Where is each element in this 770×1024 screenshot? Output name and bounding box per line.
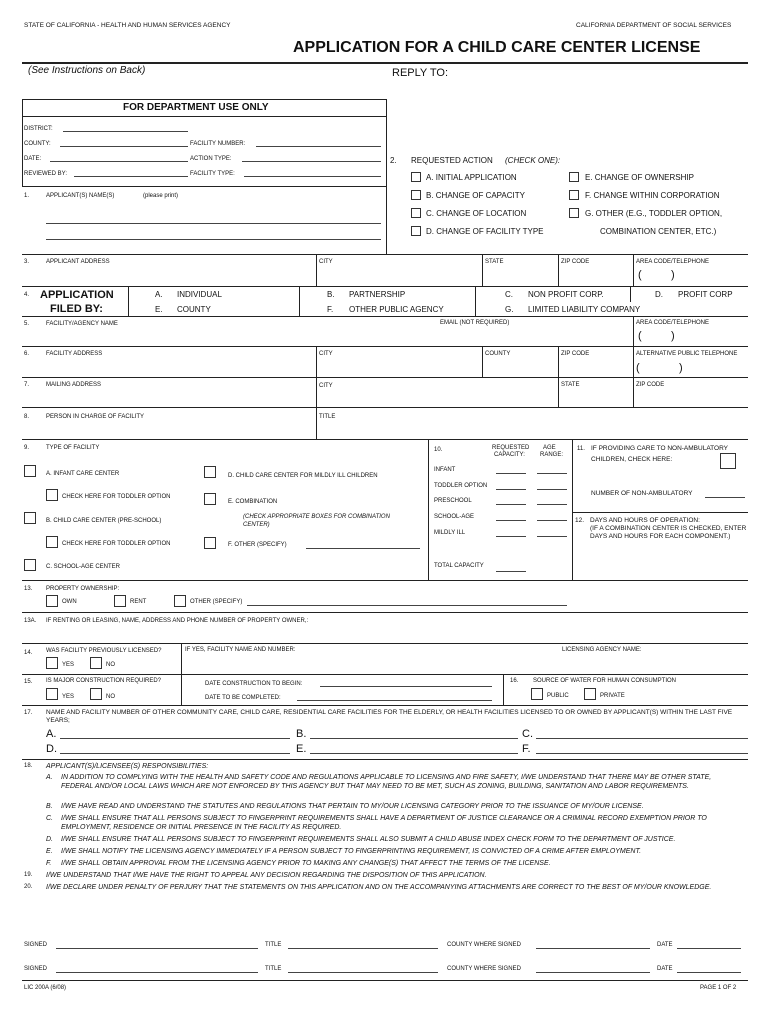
- cap-infant-field[interactable]: [496, 473, 526, 474]
- county-field[interactable]: [60, 146, 188, 147]
- reviewed-by-field[interactable]: [74, 176, 188, 177]
- non-ambulatory-checkbox[interactable]: [720, 453, 736, 469]
- range-label: RANGE:: [540, 452, 564, 458]
- resp-d-letter: D.: [46, 836, 53, 843]
- other-facility-b-field[interactable]: [310, 738, 518, 739]
- person-title-label[interactable]: TITLE: [319, 414, 336, 420]
- s20-number: 20.: [24, 884, 33, 890]
- requested-label: REQUESTED: [492, 445, 530, 451]
- age-mildly-ill-field[interactable]: [537, 536, 567, 537]
- applicant-name-hint: (please print): [143, 193, 179, 199]
- mailing-zip-label[interactable]: ZIP CODE: [636, 382, 665, 388]
- s13-number: 13.: [24, 586, 33, 592]
- resp-a-letter: A.: [46, 774, 53, 781]
- county-signed-label-1: COUNTY WHERE SIGNED: [447, 942, 521, 948]
- other-ownership-label: OTHER (SPECIFY): [190, 599, 243, 605]
- water-public-label: PUBLIC: [547, 693, 569, 699]
- change-corporation-label: F. CHANGE WITHIN CORPORATION: [585, 191, 720, 200]
- mailing-city-label[interactable]: CITY: [319, 383, 333, 389]
- total-capacity-field[interactable]: [496, 571, 526, 572]
- non-ambulatory-line-1: IF PROVIDING CARE TO NON-AMBULATORY: [591, 445, 729, 452]
- days-hours-line-3: DAYS AND HOURS FOR EACH COMPONENT.): [590, 533, 731, 540]
- s19-number: 19.: [24, 872, 33, 878]
- resp-e-text: I/WE SHALL NOTIFY THE LICENSING AGENCY IMMEDIATELY IF A PERSON SUBJECT TO FINGERPRINTING REQUIREMENT, IS CONVICTED OF A CRIME AFTER EMPLOYMENT.: [61, 848, 642, 855]
- water-source-label: SOURCE OF WATER FOR HUMAN CONSUMPTION: [533, 678, 676, 684]
- action-type-field[interactable]: [242, 161, 381, 162]
- non-ambulatory-line-2: CHILDREN, CHECK HERE:: [591, 456, 673, 463]
- cap-preschool-field[interactable]: [496, 504, 526, 505]
- change-ownership-checkbox[interactable]: [569, 172, 579, 182]
- other-facility-d-field[interactable]: [60, 753, 290, 754]
- other-facility-f-letter: F.: [522, 743, 531, 755]
- alt-phone-paren-close: ): [679, 362, 683, 374]
- date-field-1[interactable]: [677, 948, 741, 949]
- mildly-ill-checkbox[interactable]: [204, 466, 216, 478]
- county-signed-field-2[interactable]: [536, 972, 650, 973]
- toddler-option-1-checkbox[interactable]: [46, 489, 58, 501]
- resp-c-letter: C.: [46, 815, 53, 822]
- filed-by-nonprofit-letter: C.: [505, 290, 513, 299]
- prev-licensed-no-checkbox[interactable]: [90, 657, 102, 669]
- signed-label-1: SIGNED: [24, 942, 48, 948]
- district-label: DISTRICT:: [24, 126, 53, 132]
- applicant-zip-label[interactable]: ZIP CODE: [561, 259, 590, 265]
- applicant-phone-paren-open: (: [638, 269, 642, 281]
- change-ownership-label: E. CHANGE OF OWNERSHIP: [585, 173, 694, 182]
- title-rule: [22, 62, 748, 64]
- s8-number: 8.: [24, 414, 30, 420]
- resp-a-text: IN ADDITION TO COMPLYING WITH THE HEALTH AND SAFETY CODE AND REGULATIONS APPLICABLE TO LICENSING AND FIRE SAFETY, I/WE UNDERSTAND THAT THERE MAY BE OTHER STATE, FEDERAL AND/OR LOCAL LAWS WHICH ARE NOT ENFORCED BY THIS AGENCY BUT THAT MAY NEED TO BE MET, SUCH AS ZONING, BUILDING, SANITATION AND LABOR REQUIREMENTS.: [61, 774, 712, 790]
- prev-licensed-no-label: NO: [106, 662, 115, 668]
- facility-zip-label[interactable]: ZIP CODE: [561, 351, 590, 357]
- applicant-name-line-1[interactable]: [46, 223, 381, 224]
- other-action-label: G. OTHER (E.G., TODDLER OPTION,: [585, 209, 723, 218]
- change-location-checkbox[interactable]: [411, 208, 421, 218]
- filed-by-individual[interactable]: INDIVIDUAL: [177, 290, 222, 299]
- date-field-2[interactable]: [677, 972, 741, 973]
- applicant-city-label[interactable]: CITY: [319, 259, 333, 265]
- age-school-age-field[interactable]: [537, 520, 567, 521]
- filed-by-llc[interactable]: LIMITED LIABILITY COMPANY: [528, 305, 641, 314]
- applicant-name-label: APPLICANT(S) NAME(S): [46, 193, 115, 199]
- cap-school-age-field[interactable]: [496, 520, 526, 521]
- other-facility-label: F. OTHER (SPECIFY): [228, 542, 287, 548]
- s1-number: 1.: [24, 193, 30, 199]
- facility-phone-label[interactable]: AREA CODE/TELEPHONE: [636, 320, 710, 326]
- resp-f-letter: F.: [46, 860, 52, 867]
- other-ownership-checkbox[interactable]: [174, 595, 186, 607]
- county-label: COUNTY:: [24, 141, 51, 147]
- rent-checkbox[interactable]: [114, 595, 126, 607]
- filed-by-title-2: FILED BY:: [50, 303, 103, 315]
- previously-licensed-label: WAS FACILITY PREVIOUSLY LICENSED?: [46, 648, 162, 654]
- licensing-agency-label[interactable]: LICENSING AGENCY NAME:: [562, 647, 642, 653]
- toddler-option-2-checkbox[interactable]: [46, 536, 58, 548]
- signature-field-2[interactable]: [56, 972, 258, 973]
- s5-number: 5.: [24, 321, 30, 327]
- construction-no-checkbox[interactable]: [90, 688, 102, 700]
- cap-row-preschool: PRESCHOOL: [434, 498, 472, 504]
- applicant-address-label[interactable]: APPLICANT ADDRESS: [46, 259, 110, 265]
- instructions-note: (See Instructions on Back): [28, 65, 146, 76]
- other-action-label-2: COMBINATION CENTER, ETC.): [600, 227, 717, 236]
- email-label[interactable]: EMAIL (NOT REQUIRED): [440, 320, 510, 326]
- other-facility-e-letter: E.: [296, 743, 307, 755]
- s14-number: 14.: [24, 650, 33, 656]
- age-label: AGE: [543, 445, 556, 451]
- other-facility-b-letter: B.: [296, 728, 307, 740]
- applicant-state-label[interactable]: STATE: [485, 259, 504, 265]
- other-facility-d-letter: D.: [46, 743, 57, 755]
- person-in-charge-label[interactable]: PERSON IN CHARGE OF FACILITY: [46, 414, 145, 420]
- title-label-2: TITLE: [265, 966, 282, 972]
- change-facility-type-label: D. CHANGE OF FACILITY TYPE: [426, 227, 544, 236]
- infant-care-label: A. INFANT CARE CENTER: [46, 471, 120, 477]
- s17-number: 17.: [24, 710, 33, 716]
- s3-number: 3.: [24, 259, 30, 265]
- school-age-checkbox[interactable]: [24, 559, 36, 571]
- applicant-name-line-2[interactable]: [46, 239, 381, 240]
- resp-e-letter: E.: [46, 848, 53, 855]
- county-signed-label-2: COUNTY WHERE SIGNED: [447, 966, 521, 972]
- facility-county-label[interactable]: COUNTY: [485, 351, 511, 357]
- filed-by-profit[interactable]: PROFIT CORP: [678, 290, 733, 299]
- age-toddler-field[interactable]: [537, 489, 567, 490]
- requested-action-hint: (CHECK ONE):: [505, 156, 561, 165]
- action-type-label: ACTION TYPE:: [190, 156, 232, 162]
- change-location-label: C. CHANGE OF LOCATION: [426, 209, 527, 218]
- resp-d-text: I/WE SHALL ENSURE THAT ALL PERSONS SUBJECT TO FINGERPRINT REQUIREMENTS SHALL ALSO SUBMIT A CHILD ABUSE INDEX CHECK FORM TO THE DEPARTMENT OF JUSTICE.: [61, 836, 676, 843]
- other-facility-checkbox[interactable]: [204, 537, 216, 549]
- signed-label-2: SIGNED: [24, 966, 48, 972]
- construction-begin-label: DATE CONSTRUCTION TO BEGIN:: [205, 681, 303, 687]
- water-private-label: PRIVATE: [600, 693, 625, 699]
- other-ownership-field[interactable]: [247, 605, 567, 606]
- s13a-number: 13A.: [24, 618, 37, 624]
- mailing-address-label[interactable]: MAILING ADDRESS: [46, 382, 102, 388]
- cap-toddler-field[interactable]: [496, 489, 526, 490]
- rent-label: RENT: [130, 599, 147, 605]
- construction-yes-checkbox[interactable]: [46, 688, 58, 700]
- capacity-label: CAPACITY:: [494, 452, 525, 458]
- signer-title-field-2[interactable]: [288, 972, 438, 973]
- combination-hint: (CHECK APPROPRIATE BOXES FOR COMBINATION CENTER): [243, 514, 390, 528]
- resp-b-text: I/WE HAVE READ AND UNDERSTAND THE STATUTES AND REGULATIONS THAT PERTAIN TO MY/OUR LICENSING CATEGORY PRIOR TO THE ISSUANCE OF MY/OUR LICENSE.: [61, 803, 644, 810]
- cap-row-infant: INFANT: [434, 467, 456, 473]
- resp-f-text: I/WE SHALL OBTAIN APPROVAL FROM THE LICENSING AGENCY PRIOR TO MAKING ANY CHANGE(S) THAT AFFECT THE TERMS OF THE LICENSE.: [61, 860, 551, 867]
- s18-number: 18.: [24, 763, 33, 769]
- s12-number: 12.: [575, 517, 585, 524]
- cap-row-mildly-ill: MILDLY ILL: [434, 530, 466, 536]
- resp-c-text: I/WE SHALL ENSURE THAT ALL PERSONS SUBJECT TO FINGERPRINT REQUIREMENTS SHALL HAVE A DEPARTMENT OF JUSTICE CLEARANCE OR A CRIMINAL RECORD EXEMPTION PRIOR TO EMPLOYMENT, RESIDENCE OR INITIAL PRESENCE IN THE FACILITY AS REQUIRED.: [61, 815, 707, 831]
- applicant-phone-paren-close: ): [671, 269, 675, 281]
- s7-number: 7.: [24, 382, 30, 388]
- other-facility-field[interactable]: [306, 548, 420, 549]
- other-facilities-label: NAME AND FACILITY NUMBER OF OTHER COMMUNITY CARE, CHILD CARE, RESIDENTIAL CARE FACILITIES FOR THE ELDERLY, OR HEALTH FACILITIES LICENSED TO OR OWNED BY APPLICANT(S) WITHIN THE LAST FIVE YEARS;: [46, 709, 733, 724]
- page-number: PAGE 1 OF 2: [700, 985, 737, 991]
- other-facility-a-field[interactable]: [60, 738, 290, 739]
- prev-licensed-yes-checkbox[interactable]: [46, 657, 58, 669]
- total-capacity-label: TOTAL CAPACITY: [434, 563, 484, 569]
- construction-label: IS MAJOR CONSTRUCTION REQUIRED?: [46, 678, 162, 684]
- responsibilities-title: APPLICANT(S)/LICENSEE(S) RESPONSIBILITIES:: [46, 763, 209, 770]
- s16-number: 16.: [510, 678, 519, 684]
- type-of-facility-label: TYPE OF FACILITY: [46, 445, 100, 451]
- facility-type-label: FACILITY TYPE:: [190, 171, 235, 177]
- form-id: LIC 200A (6/08): [24, 985, 67, 991]
- property-owner-label[interactable]: IF RENTING OR LEASING, NAME, ADDRESS AND PHONE NUMBER OF PROPERTY OWNER,:: [46, 618, 309, 624]
- other-facility-f-field[interactable]: [536, 753, 748, 754]
- non-ambulatory-count-field[interactable]: [705, 497, 745, 498]
- days-hours-line-1: DAYS AND HOURS OF OPERATION:: [590, 517, 700, 524]
- filed-by-title-1: APPLICATION: [40, 289, 114, 301]
- initial-application-label: A. INITIAL APPLICATION: [426, 173, 517, 182]
- mildly-ill-label: D. CHILD CARE CENTER FOR MILDLY ILL CHILDREN: [228, 473, 378, 479]
- resp-b-letter: B.: [46, 803, 53, 810]
- change-capacity-label: B. CHANGE OF CAPACITY: [426, 191, 525, 200]
- combination-label: E. COMBINATION: [228, 499, 278, 505]
- signature-field-1[interactable]: [56, 948, 258, 949]
- facility-address-label[interactable]: FACILITY ADDRESS: [46, 351, 103, 357]
- age-infant-field[interactable]: [537, 473, 567, 474]
- agency-left: STATE OF CALIFORNIA - HEALTH AND HUMAN SERVICES AGENCY: [24, 22, 231, 29]
- non-ambulatory-count-label: NUMBER OF NON-AMBULATORY: [591, 490, 693, 497]
- construction-complete-label: DATE TO BE COMPLETED:: [205, 695, 281, 701]
- s10-number: 10.: [434, 447, 443, 453]
- filed-by-public-agency-letter: F.: [327, 305, 334, 314]
- construction-yes-label: YES: [62, 694, 75, 700]
- date-label-1: DATE: [657, 942, 673, 948]
- facility-phone-paren-close: ): [671, 330, 675, 342]
- water-private-checkbox[interactable]: [584, 688, 596, 700]
- change-facility-type-checkbox[interactable]: [411, 226, 421, 236]
- child-care-preschool-label: B. CHILD CARE CENTER (PRE-SCHOOL): [46, 518, 162, 524]
- date-label: DATE:: [24, 156, 42, 162]
- school-age-label: C. SCHOOL-AGE CENTER: [46, 564, 121, 570]
- filed-by-public-agency[interactable]: OTHER PUBLIC AGENCY: [349, 305, 444, 314]
- appeal-statement: I/WE UNDERSTAND THAT I/WE HAVE THE RIGHT TO APPEAL ANY DECISION REGARDING THE DISPOSITION OF THIS APPLICATION.: [46, 872, 487, 879]
- filed-by-individual-letter: A.: [155, 290, 163, 299]
- infant-care-checkbox[interactable]: [24, 465, 36, 477]
- construction-no-label: NO: [106, 694, 115, 700]
- filed-by-county-letter: E.: [155, 305, 163, 314]
- mailing-state-label[interactable]: STATE: [561, 382, 580, 388]
- cap-row-toddler: TODDLER OPTION: [434, 483, 488, 489]
- filed-by-partnership-letter: B.: [327, 290, 335, 299]
- reply-to-label: REPLY TO:: [392, 67, 449, 79]
- filed-by-nonprofit[interactable]: NON PROFIT CORP.: [528, 290, 604, 299]
- own-checkbox[interactable]: [46, 595, 58, 607]
- filed-by-partnership[interactable]: PARTNERSHIP: [349, 290, 406, 299]
- change-capacity-checkbox[interactable]: [411, 190, 421, 200]
- property-ownership-label: PROPERTY OWNERSHIP:: [46, 586, 120, 592]
- other-facility-a-letter: A.: [46, 728, 57, 740]
- facility-type-field[interactable]: [244, 176, 381, 177]
- s6-number: 6.: [24, 351, 30, 357]
- toddler-option-1-label: CHECK HERE FOR TODDLER OPTION: [62, 494, 171, 500]
- filed-by-profit-letter: D.: [655, 290, 663, 299]
- filed-by-llc-letter: G.: [505, 305, 514, 314]
- own-label: OWN: [62, 599, 77, 605]
- prev-licensed-yes-label: YES: [62, 662, 75, 668]
- other-facility-c-field[interactable]: [536, 738, 748, 739]
- other-facility-e-field[interactable]: [310, 753, 518, 754]
- initial-application-checkbox[interactable]: [411, 172, 421, 182]
- date-label-2: DATE: [657, 966, 673, 972]
- filed-by-county[interactable]: COUNTY: [177, 305, 211, 314]
- water-public-checkbox[interactable]: [531, 688, 543, 700]
- title-label-1: TITLE: [265, 942, 282, 948]
- age-preschool-field[interactable]: [537, 504, 567, 505]
- construction-complete-field[interactable]: [297, 700, 492, 701]
- s2-number: 2.: [390, 156, 397, 165]
- reviewed-by-label: REVIEWED BY:: [24, 171, 68, 177]
- days-hours-line-2: (IF A COMBINATION CENTER IS CHECKED, ENTER: [590, 525, 747, 532]
- district-field[interactable]: [63, 131, 188, 132]
- other-facility-c-letter: C.: [522, 728, 533, 740]
- facility-phone-paren-open: (: [638, 330, 642, 342]
- construction-begin-field[interactable]: [320, 686, 492, 687]
- cap-row-school-age: SCHOOL-AGE: [434, 514, 475, 520]
- facility-city-label[interactable]: CITY: [319, 351, 333, 357]
- change-corporation-checkbox[interactable]: [569, 190, 579, 200]
- facility-number-field[interactable]: [256, 146, 381, 147]
- signer-title-field-1[interactable]: [288, 948, 438, 949]
- facility-number-label: FACILITY NUMBER:: [190, 141, 246, 147]
- department-use-title: FOR DEPARTMENT USE ONLY: [123, 102, 269, 113]
- s15-number: 15.: [24, 679, 33, 685]
- s9-number: 9.: [24, 445, 30, 451]
- alt-phone-paren-open: (: [636, 362, 640, 374]
- other-action-checkbox[interactable]: [569, 208, 579, 218]
- date-field[interactable]: [50, 161, 188, 162]
- toddler-option-2-label: CHECK HERE FOR TODDLER OPTION: [62, 541, 171, 547]
- s11-number: 11.: [577, 446, 585, 452]
- cap-mildly-ill-field[interactable]: [496, 536, 526, 537]
- combination-checkbox[interactable]: [204, 493, 216, 505]
- previous-facility-label[interactable]: IF YES, FACILITY NAME AND NUMBER:: [185, 647, 296, 653]
- perjury-statement: I/WE DECLARE UNDER PENALTY OF PERJURY THAT THE STATEMENTS ON THIS APPLICATION AND ON THE ACCOMPANYING ATTACHMENTS ARE CORRECT TO THE BEST OF MY/OUR KNOWLEDGE.: [46, 884, 712, 891]
- alt-phone-label[interactable]: ALTERNATIVE PUBLIC TELEPHONE: [636, 351, 738, 357]
- requested-action-label: REQUESTED ACTION: [411, 156, 493, 165]
- county-signed-field-1[interactable]: [536, 948, 650, 949]
- child-care-preschool-checkbox[interactable]: [24, 512, 36, 524]
- s4-number: 4.: [24, 292, 30, 298]
- form-title: APPLICATION FOR A CHILD CARE CENTER LICENSE: [293, 39, 701, 56]
- facility-name-label[interactable]: FACILITY/AGENCY NAME: [46, 321, 118, 327]
- agency-right: CALIFORNIA DEPARTMENT OF SOCIAL SERVICES: [576, 22, 732, 29]
- applicant-phone-label[interactable]: AREA CODE/TELEPHONE: [636, 259, 710, 265]
